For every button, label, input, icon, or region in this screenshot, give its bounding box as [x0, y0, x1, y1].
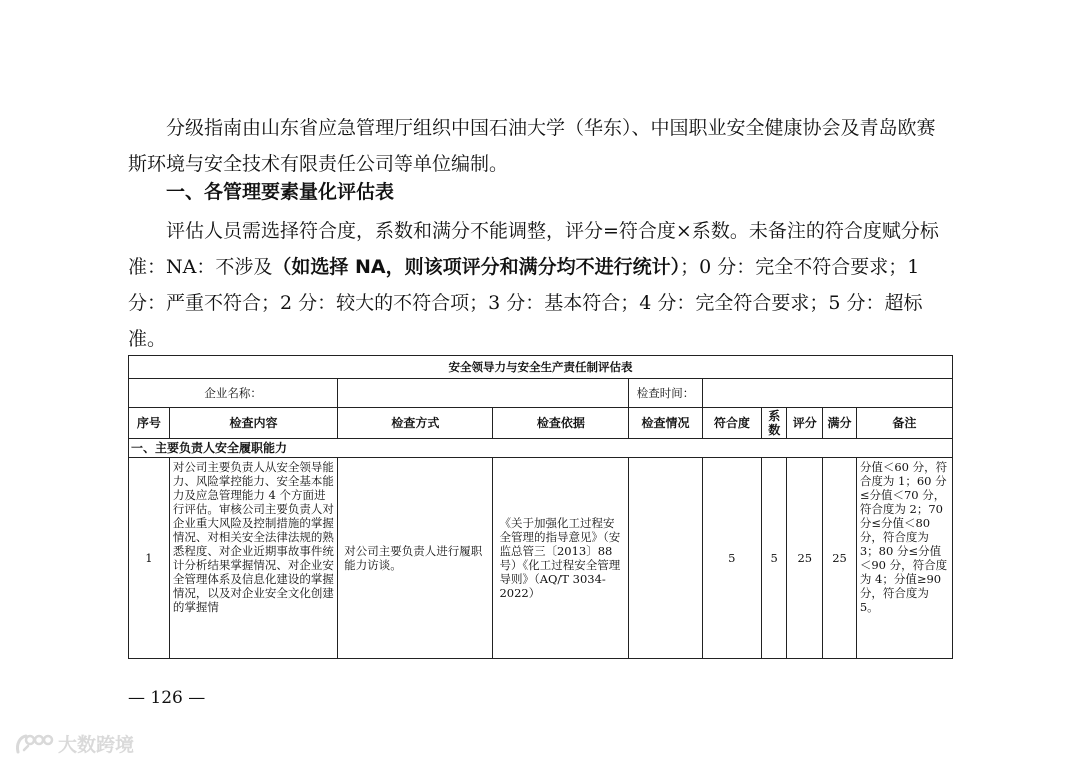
watermark [14, 730, 134, 757]
table-title: 安全领导力与安全生产责任制评估表 [129, 356, 953, 379]
col-header-score: 评分 [787, 408, 823, 439]
cell-full-score: 25 [823, 458, 857, 659]
inspection-date-value [702, 379, 952, 408]
col-header-coefficient: 系数 [761, 408, 787, 439]
cell-conformity: 5 [702, 458, 761, 659]
cell-no: 1 [129, 458, 170, 659]
company-name-label: 企业名称： [129, 379, 338, 408]
evaluation-table [128, 355, 953, 659]
inspection-date-label: 检查时间： [629, 379, 703, 408]
col-header-method: 检查方式 [338, 408, 493, 439]
col-header-conformity: 符合度 [702, 408, 761, 439]
col-header-no: 序号 [129, 408, 170, 439]
col-header-content: 检查内容 [169, 408, 337, 439]
col-header-basis: 检查依据 [493, 408, 629, 439]
cell-remarks: 分值＜60 分，符合度为 1；60 分≤分值＜70 分，符合度为 2；70 分≤分值＜80 分，符合度为 3；80 分≤分值＜90 分，符合度为 4；分值≥90 分，符合度为 5。 [856, 458, 952, 659]
watermark-logo-icon [14, 732, 54, 756]
section-heading: 一、各管理要素量化评估表 [166, 181, 395, 203]
page-number: — 126 — [128, 688, 206, 708]
cell-method: 对公司主要负责人进行履职能力访谈。 [338, 458, 493, 659]
scoring-text-after: ；0 分：完全不符合要求；1 分：严重不符合；2 分：较大的不符合项；3 分：基本符合；4 分：完全符合要求；5 分：超标准。 [128, 256, 923, 350]
table-row [129, 458, 953, 659]
scoring-na-note: （如选择 NA，则该项评分和满分均不进行统计） [272, 256, 681, 278]
cell-situation [629, 458, 703, 659]
watermark-text: 大数跨境 [58, 734, 135, 756]
cell-score: 25 [787, 458, 823, 659]
col-header-full-score: 满分 [823, 408, 857, 439]
col-header-situation: 检查情况 [629, 408, 703, 439]
intro-paragraph: 分级指南由山东省应急管理厅组织中国石油大学（华东）、中国职业安全健康协会及青岛欧赛斯环境与安全技术有限责任公司等单位编制。 [128, 117, 936, 175]
scoring-text-before: 评估人员需选择符合度，系数和满分不能调整，评分=符合度×系数。未备注的符合度赋分标准：NA：不涉及 [128, 220, 939, 278]
cell-coefficient: 5 [761, 458, 787, 659]
cell-content-text: 对公司主要负责人从安全领导能力、风险掌控能力、安全基本能力及应急管理能力 4 个方面进行评估。审核公司主要负责人对企业重大风险及控制措施的掌握情况、对相关安全法律法规的熟悉程度、对企业近期事故事件统计分析结果掌握情况、对企业安全管理体系及信息化建设的掌握情况，以及对企业安全文化创建的掌握情 [172, 460, 334, 614]
company-name-value [338, 379, 629, 408]
col-header-remarks: 备注 [856, 408, 952, 439]
cell-content [169, 458, 337, 659]
section-row-title: 一、主要负责人安全履职能力 [129, 439, 953, 458]
cell-basis: 《关于加强化工过程安全管理的指导意见》（安监总管三〔2013〕88 号）《化工过程安全管理导则》（AQ/T 3034-2022） [493, 458, 629, 659]
scoring-paragraph [128, 213, 948, 357]
